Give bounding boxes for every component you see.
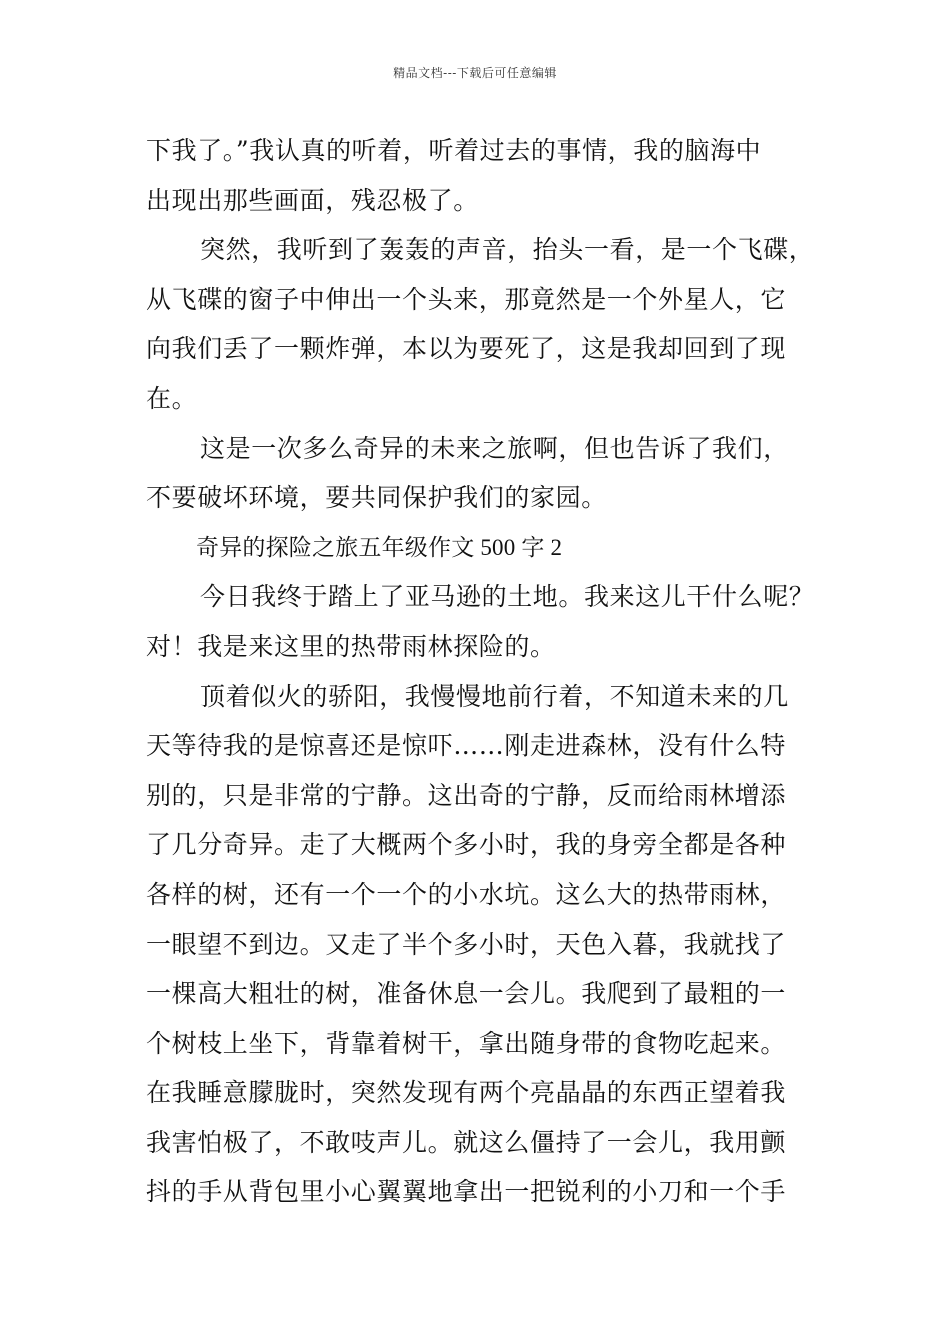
- paragraph-start-line: 这是一次多么奇异的未来之旅啊，但也告诉了我们，: [200, 433, 789, 463]
- text-line: 在我睡意朦胧时，突然发现有两个亮晶晶的东西正望着我: [146, 1078, 787, 1108]
- section-title: 奇异的探险之旅五年级作文 500 字 2: [196, 534, 563, 560]
- text-line: 从飞碟的窗子中伸出一个头来，那竟然是一个外星人，它: [146, 284, 787, 314]
- page-header: 精品文档---下载后可任意编辑: [393, 66, 557, 80]
- text-line: 不要破坏环境，要共同保护我们的家园。: [146, 483, 607, 513]
- text-line: 我害怕极了，不敢吱声儿。就这么僵持了一会儿，我用颤: [146, 1127, 787, 1157]
- text-line: 别的，只是非常的宁静。这出奇的宁静，反而给雨林增添: [146, 780, 787, 810]
- text-line: 各样的树，还有一个一个的小水坑。这么大的热带雨林，: [146, 879, 787, 909]
- text-line: 一眼望不到边。又走了半个多小时，天色入暮，我就找了: [146, 929, 787, 959]
- text-line: 个树枝上坐下，背靠着树干，拿出随身带的食物吃起来。: [146, 1028, 787, 1058]
- paragraph-start-line: 突然，我听到了轰轰的声音，抬头一看，是一个飞碟，: [200, 235, 815, 265]
- paragraph-start-line: 顶着似火的骄阳，我慢慢地前行着，不知道未来的几: [200, 681, 789, 711]
- paragraph-start-line: 今日我终于踏上了亚马逊的土地。我来这儿干什么呢？: [200, 582, 815, 612]
- text-line: 向我们丢了一颗炸弹，本以为要死了，这是我却回到了现: [146, 334, 787, 364]
- text-line: 抖的手从背包里小心翼翼地拿出一把锐利的小刀和一个手: [146, 1177, 787, 1207]
- text-line: 在。: [146, 383, 198, 413]
- text-line: 了几分奇异。走了大概两个多小时，我的身旁全都是各种: [146, 830, 787, 860]
- text-line: 天等待我的是惊喜还是惊吓……刚走进森林，没有什么特: [146, 731, 787, 761]
- text-line: 下我了。”我认真的听着，听着过去的事情，我的脑海中: [146, 136, 762, 165]
- text-line: 对！我是来这里的热带雨林探险的。: [146, 631, 556, 661]
- body-text: [146, 126, 836, 1217]
- text-line: 一棵高大粗壮的树，准备休息一会儿。我爬到了最粗的一: [146, 979, 787, 1009]
- text-line: 出现出那些画面，残忍极了。: [146, 185, 479, 215]
